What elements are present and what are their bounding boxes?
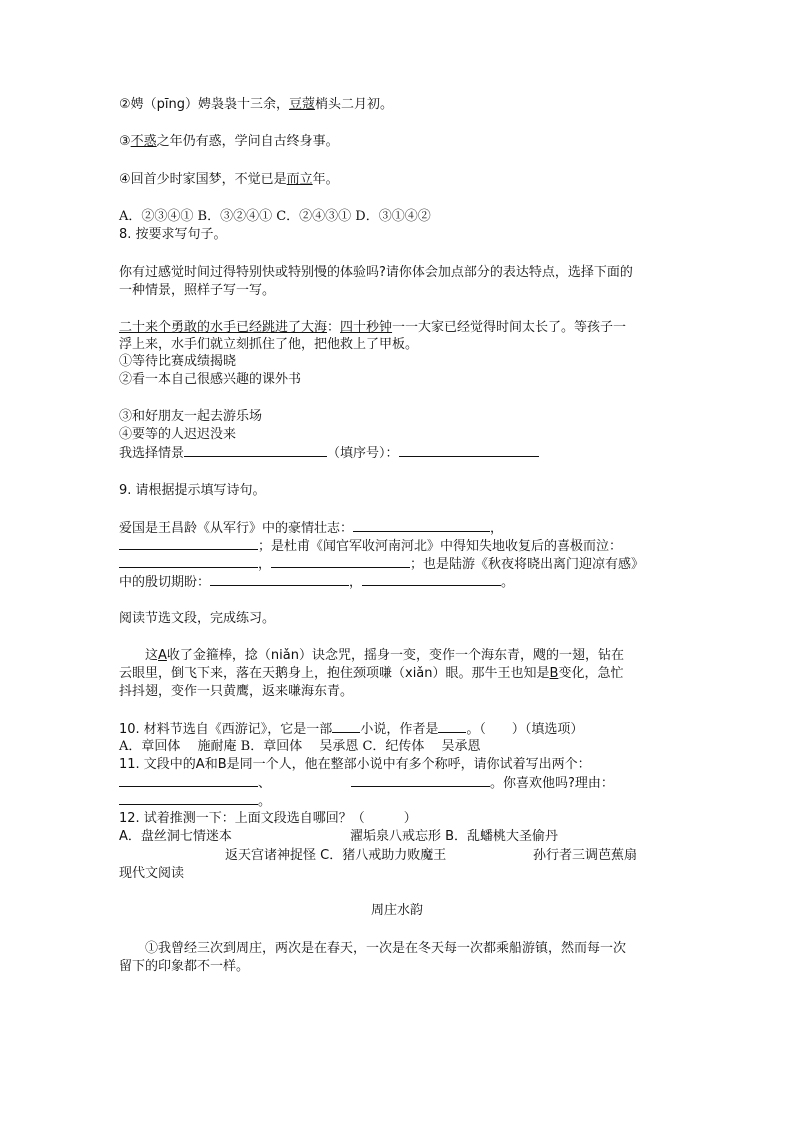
q11-blank-reason[interactable] <box>119 792 258 805</box>
q8-scenario-3: ③和好朋友一起去游乐场 <box>119 409 263 424</box>
q7-choices: A．②③④① B．③②④① C．②④③① D．③①④② <box>119 209 431 224</box>
q9-line-4-text: 中的殷切期盼： <box>119 575 211 590</box>
q8-scenario-2: ②看一本自己很感兴趣的课外书 <box>119 372 302 387</box>
passage-line-2-b: 变化，急忙 <box>558 666 624 681</box>
q9-comma-3: ， <box>349 575 363 590</box>
passage-marker-b: B <box>549 666 559 681</box>
reading-intro: 阅读节选文段，完成练习。 <box>119 611 276 626</box>
q7-option-4-underlined: 而立 <box>286 172 313 187</box>
q8-example-rest: 一一大家已经觉得时间太长了。等孩子一 <box>392 320 627 335</box>
q10-text-b: 小说，作者是 <box>360 722 439 737</box>
q7-option-4 <box>119 171 339 189</box>
q9-heading: 9. 请根据提示填写诗句。 <box>119 483 266 498</box>
article-paragraph-1-line-2: 留下的印象都不一样。 <box>119 959 250 974</box>
q8-example-underlined-2: 四十秒钟 <box>340 320 393 335</box>
q11-answer-line <box>119 774 614 793</box>
q9-line-1-text: 爱国是王昌龄《从军行》中的豪情壮志： <box>119 521 354 536</box>
q11-separator: 、 <box>258 776 272 791</box>
passage-marker-a: A <box>158 648 167 663</box>
q9-line-1 <box>119 519 503 538</box>
q7-option-2-text-b: 梢头二月初。 <box>315 97 394 112</box>
q8-heading: 8. 按要求写句子。 <box>119 227 227 242</box>
passage-line-1-b: 收了金箍棒，捻（niǎn）诀念咒，摇身一变，变作一个海东青，飕的一翅，钻在 <box>166 648 624 663</box>
q11-period: 。 <box>258 794 272 809</box>
q8-example-colon: ： <box>327 320 341 335</box>
q11-blank-name-1[interactable] <box>119 774 258 787</box>
q8-fill-number-label: （填序号）： <box>327 446 399 461</box>
q7-option-4-text-b: 年。 <box>312 172 339 187</box>
passage-line-2-a: 云眼里，倒飞下来，落在天鹅身上，抱住颈项嗛（xiǎn）眼。那牛王也知是 <box>119 666 550 681</box>
q9-line-2 <box>119 537 622 556</box>
q7-option-3-underlined: 不惑 <box>130 134 157 149</box>
q12-question: 12. 试着推测一下：上面文段选自哪回？（ ） <box>119 811 417 826</box>
q10-question <box>119 720 583 739</box>
q10-text-c: 。（ ）（填选项） <box>466 722 584 737</box>
q10-text-a: 10. 材料节选自《西游记》，它是一部 <box>119 722 333 737</box>
q8-blank-sentence[interactable] <box>184 444 327 457</box>
passage-line-1 <box>145 647 624 665</box>
q9-line-4 <box>119 573 514 592</box>
q8-example-underlined-1: 二十来个勇敢的水手已经跳进了大海 <box>119 320 328 335</box>
q9-comma-1: ， <box>490 521 504 536</box>
q9-blank-1[interactable] <box>353 519 490 532</box>
q12-choices-line-1b: 濯垢泉八戒忘形 B．乱蟠桃大圣偷丹 <box>350 829 559 844</box>
q10-blank-author[interactable] <box>438 720 466 733</box>
q12-choice-a-part-1: A．盘丝洞七情迷本 <box>119 829 232 844</box>
q12-choices-line-2: 返天宫诸神捉怪 C．猪八戒助力败魔王 <box>225 848 447 863</box>
q7-option-3-text-a: ③ <box>119 134 131 149</box>
q9-blank-6[interactable] <box>362 573 501 586</box>
q9-line-2-text: ；是杜甫《闻官军收河南河北》中得知失地收复后的喜极而泣： <box>258 539 623 554</box>
q8-scenario-1: ①等待比赛成绩揭晓 <box>119 354 237 369</box>
q8-scenario-4: ④要等的人迟迟没来 <box>119 427 237 442</box>
q8-blank-number[interactable] <box>399 444 539 457</box>
q8-choose-line <box>119 444 539 463</box>
q11-blank-name-2[interactable] <box>351 774 490 787</box>
q7-option-2 <box>119 96 393 114</box>
q7-option-3-text-b: 之年仍有惑，学问自古终身事。 <box>156 134 339 149</box>
q7-option-2-text-a: ②娉（pīng）娉袅袅十三余， <box>119 97 290 112</box>
q8-example-line-2: 浮上来，水手们就立刻抓住了他，把他救上了甲板。 <box>119 337 419 352</box>
modern-reading-heading: 现代文阅读 <box>119 866 185 881</box>
passage-line-1-a: 这 <box>145 648 159 663</box>
passage-line-2 <box>119 665 623 683</box>
q8-prompt-line-1: 你有过感觉时间过得特别快或特别慢的体验吗?请你体会加点部分的表达特点，选择下面的 <box>119 265 633 280</box>
q9-comma-2: ， <box>258 557 272 572</box>
q10-choices: A．章回体 施耐庵 B．章回体 吴承恩 C．纪传体 吴承恩 <box>119 739 481 754</box>
q11-question: 11. 文段中的A和B是同一个人，他在整部小说中有多个称呼，请你试着写出两个： <box>119 757 591 772</box>
q7-option-4-text-a: ④回首少时家国梦，不觉已是 <box>119 172 287 187</box>
q9-line-3 <box>119 555 644 574</box>
q8-example-line-1 <box>119 319 626 337</box>
q9-line-3-text: ；也是陆游《秋夜将晓出离门迎凉有感》 <box>410 557 645 572</box>
q9-blank-5[interactable] <box>210 573 349 586</box>
q7-option-2-underlined: 豆蔻 <box>289 97 316 112</box>
q9-blank-3[interactable] <box>119 555 258 568</box>
q12-choice-c-part-2: 孙行者三调芭蕉扇 <box>533 848 638 863</box>
q12-choices-line-1 <box>119 828 232 846</box>
q9-blank-2[interactable] <box>119 537 258 550</box>
q9-blank-4[interactable] <box>271 555 410 568</box>
q8-choose-label: 我选择情景 <box>119 446 185 461</box>
article-paragraph-1-line-1: ①我曾经三次到周庄，两次是在春天，一次是在冬天每一次都乘船游镇，然而每一次 <box>145 941 627 956</box>
q7-option-3 <box>119 133 339 151</box>
q11-reason-line <box>119 792 271 811</box>
q10-blank-genre[interactable] <box>332 720 360 733</box>
article-title: 周庄水韵 <box>370 903 423 918</box>
q9-period: 。 <box>501 575 515 590</box>
passage-line-3: 抖抖翅，变作一只黄鹰，返来嗛海东青。 <box>119 684 354 699</box>
q8-prompt-line-2: 一种情景，照样子写一写。 <box>119 283 276 298</box>
q11-like-question: 。你喜欢他吗?理由： <box>490 776 614 791</box>
